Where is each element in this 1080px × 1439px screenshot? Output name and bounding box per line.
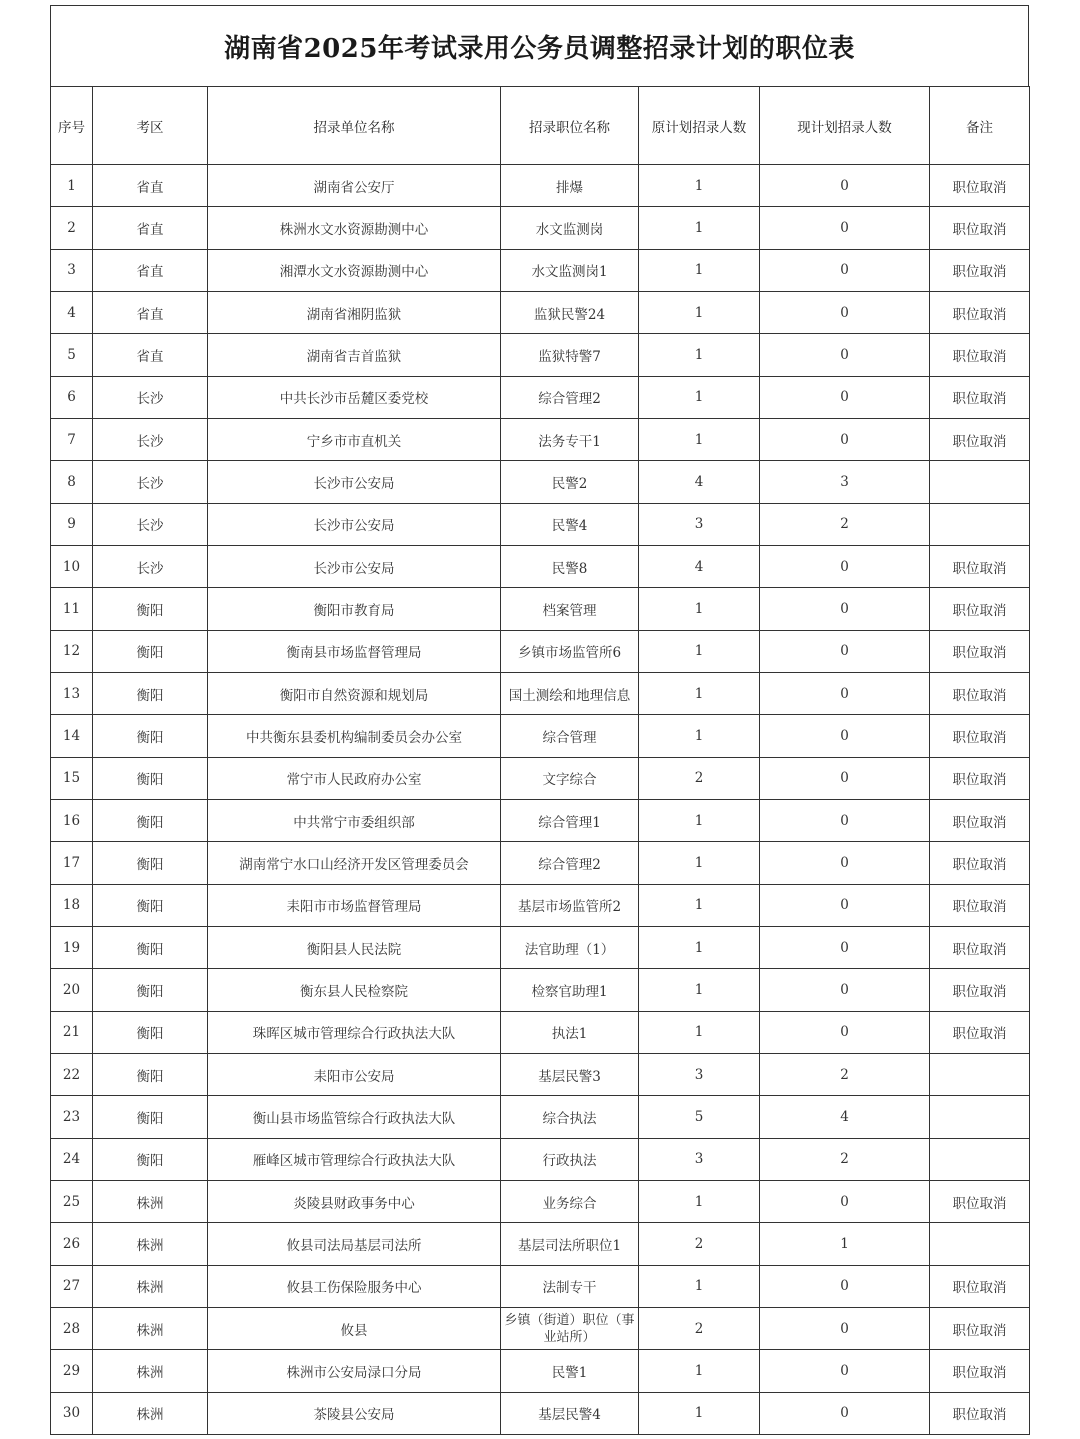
- cell-region: 长沙: [93, 376, 208, 418]
- cell-region: 衡阳: [93, 672, 208, 714]
- table-body: [51, 165, 1030, 1435]
- cell-unit: 湘潭水文水资源勘测中心: [208, 249, 501, 291]
- cell-region: 衡阳: [93, 715, 208, 757]
- cell-unit: 耒阳市公安局: [208, 1053, 501, 1095]
- cell-position: 法官助理（1）: [501, 926, 639, 968]
- cell-original-count: 1: [639, 630, 760, 672]
- cell-position: 法制专干: [501, 1265, 639, 1307]
- cell-region: 省直: [93, 249, 208, 291]
- cell-position: 行政执法: [501, 1138, 639, 1180]
- cell-remark: 职位取消: [930, 376, 1030, 418]
- cell-region: 衡阳: [93, 757, 208, 799]
- cell-remark: [930, 503, 1030, 545]
- cell-original-count: 5: [639, 1096, 760, 1138]
- cell-region: 株洲: [93, 1223, 208, 1265]
- cell-position: 民警8: [501, 545, 639, 587]
- column-header-current-count: 现计划招录人数: [760, 87, 930, 165]
- cell-position: 执法1: [501, 1011, 639, 1053]
- cell-region: 衡阳: [93, 588, 208, 630]
- cell-current-count: 0: [760, 842, 930, 884]
- cell-region: 衡阳: [93, 884, 208, 926]
- cell-index: 18: [51, 884, 93, 926]
- cell-position: 国土测绘和地理信息: [501, 672, 639, 714]
- cell-current-count: 0: [760, 799, 930, 841]
- cell-original-count: 2: [639, 757, 760, 799]
- cell-original-count: 1: [639, 588, 760, 630]
- cell-unit: 茶陵县公安局: [208, 1392, 501, 1434]
- cell-remark: 职位取消: [930, 630, 1030, 672]
- cell-index: 6: [51, 376, 93, 418]
- cell-region: 衡阳: [93, 1138, 208, 1180]
- table-row: [51, 799, 1030, 841]
- cell-index: 29: [51, 1350, 93, 1392]
- column-header-original-count: 原计划招录人数: [639, 87, 760, 165]
- table-row: [51, 1265, 1030, 1307]
- cell-region: 衡阳: [93, 842, 208, 884]
- cell-original-count: 1: [639, 418, 760, 460]
- table-row: [51, 842, 1030, 884]
- cell-remark: 职位取消: [930, 1350, 1030, 1392]
- table-row: [51, 1011, 1030, 1053]
- column-header-region: 考区: [93, 87, 208, 165]
- column-header-unit: 招录单位名称: [208, 87, 501, 165]
- cell-region: 长沙: [93, 418, 208, 460]
- cell-original-count: 3: [639, 503, 760, 545]
- cell-unit: 衡东县人民检察院: [208, 969, 501, 1011]
- cell-original-count: 1: [639, 884, 760, 926]
- cell-original-count: 3: [639, 1138, 760, 1180]
- cell-index: 22: [51, 1053, 93, 1095]
- cell-position: 综合管理1: [501, 799, 639, 841]
- cell-position: 民警2: [501, 461, 639, 503]
- cell-unit: 中共常宁市委组织部: [208, 799, 501, 841]
- cell-remark: 职位取消: [930, 926, 1030, 968]
- cell-remark: 职位取消: [930, 334, 1030, 376]
- cell-index: 28: [51, 1307, 93, 1349]
- table-row: [51, 1180, 1030, 1222]
- cell-original-count: 1: [639, 376, 760, 418]
- cell-remark: 职位取消: [930, 884, 1030, 926]
- table-row: [51, 503, 1030, 545]
- cell-remark: 职位取消: [930, 249, 1030, 291]
- cell-position: 检察官助理1: [501, 969, 639, 1011]
- cell-original-count: 4: [639, 545, 760, 587]
- cell-current-count: 0: [760, 291, 930, 333]
- cell-index: 1: [51, 165, 93, 207]
- cell-position: 乡镇市场监管所6: [501, 630, 639, 672]
- cell-original-count: 1: [639, 926, 760, 968]
- cell-unit: 衡阳市教育局: [208, 588, 501, 630]
- cell-position: 综合管理: [501, 715, 639, 757]
- cell-position: 综合管理2: [501, 376, 639, 418]
- cell-remark: 职位取消: [930, 1307, 1030, 1349]
- table-row: [51, 884, 1030, 926]
- position-table-sheet: [50, 5, 1029, 1435]
- cell-index: 2: [51, 207, 93, 249]
- cell-unit: 雁峰区城市管理综合行政执法大队: [208, 1138, 501, 1180]
- table-row: [51, 757, 1030, 799]
- cell-remark: 职位取消: [930, 1180, 1030, 1222]
- cell-region: 株洲: [93, 1180, 208, 1222]
- table-row: [51, 165, 1030, 207]
- cell-original-count: 1: [639, 1350, 760, 1392]
- cell-remark: 职位取消: [930, 1392, 1030, 1434]
- cell-current-count: 0: [760, 376, 930, 418]
- cell-current-count: 0: [760, 715, 930, 757]
- table-row: [51, 926, 1030, 968]
- cell-remark: [930, 1053, 1030, 1095]
- cell-unit: 长沙市公安局: [208, 545, 501, 587]
- cell-unit: 衡山县市场监管综合行政执法大队: [208, 1096, 501, 1138]
- cell-unit: 常宁市人民政府办公室: [208, 757, 501, 799]
- cell-region: 株洲: [93, 1307, 208, 1349]
- cell-index: 25: [51, 1180, 93, 1222]
- cell-position: 基层市场监管所2: [501, 884, 639, 926]
- cell-remark: 职位取消: [930, 672, 1030, 714]
- cell-unit: 湖南省吉首监狱: [208, 334, 501, 376]
- cell-index: 11: [51, 588, 93, 630]
- cell-index: 21: [51, 1011, 93, 1053]
- cell-current-count: 0: [760, 884, 930, 926]
- table-header-row: [51, 87, 1030, 165]
- cell-unit: 衡阳县人民法院: [208, 926, 501, 968]
- cell-remark: 职位取消: [930, 799, 1030, 841]
- cell-region: 衡阳: [93, 1096, 208, 1138]
- cell-remark: 职位取消: [930, 1011, 1030, 1053]
- cell-region: 衡阳: [93, 1011, 208, 1053]
- cell-original-count: 1: [639, 799, 760, 841]
- cell-position: 业务综合: [501, 1180, 639, 1222]
- table-row: [51, 334, 1030, 376]
- cell-remark: [930, 1223, 1030, 1265]
- cell-original-count: 2: [639, 1223, 760, 1265]
- cell-current-count: 2: [760, 503, 930, 545]
- cell-unit: 湖南常宁水口山经济开发区管理委员会: [208, 842, 501, 884]
- cell-unit: 长沙市公安局: [208, 461, 501, 503]
- cell-region: 省直: [93, 334, 208, 376]
- table-row: [51, 715, 1030, 757]
- cell-unit: 中共长沙市岳麓区委党校: [208, 376, 501, 418]
- cell-current-count: 0: [760, 926, 930, 968]
- cell-index: 27: [51, 1265, 93, 1307]
- table-row: [51, 630, 1030, 672]
- cell-index: 24: [51, 1138, 93, 1180]
- table-row: [51, 207, 1030, 249]
- cell-position: 水文监测岗1: [501, 249, 639, 291]
- cell-position: 法务专干1: [501, 418, 639, 460]
- cell-current-count: 0: [760, 630, 930, 672]
- cell-current-count: 0: [760, 1011, 930, 1053]
- cell-unit: 攸县司法局基层司法所: [208, 1223, 501, 1265]
- column-header-remark: 备注: [930, 87, 1030, 165]
- cell-unit: 株洲市公安局渌口分局: [208, 1350, 501, 1392]
- cell-original-count: 1: [639, 1265, 760, 1307]
- table-row: [51, 1096, 1030, 1138]
- cell-unit: 中共衡东县委机构编制委员会办公室: [208, 715, 501, 757]
- cell-remark: [930, 461, 1030, 503]
- cell-unit: 湖南省公安厅: [208, 165, 501, 207]
- cell-current-count: 0: [760, 969, 930, 1011]
- column-header-index: 序号: [51, 87, 93, 165]
- cell-current-count: 0: [760, 1180, 930, 1222]
- cell-region: 长沙: [93, 461, 208, 503]
- cell-region: 省直: [93, 207, 208, 249]
- cell-remark: 职位取消: [930, 291, 1030, 333]
- cell-position: 基层民警4: [501, 1392, 639, 1434]
- table-row: [51, 672, 1030, 714]
- cell-remark: 职位取消: [930, 715, 1030, 757]
- cell-index: 14: [51, 715, 93, 757]
- cell-current-count: 0: [760, 545, 930, 587]
- cell-original-count: 1: [639, 165, 760, 207]
- cell-index: 15: [51, 757, 93, 799]
- cell-position: 民警1: [501, 1350, 639, 1392]
- cell-position: 综合执法: [501, 1096, 639, 1138]
- cell-index: 20: [51, 969, 93, 1011]
- table-row: [51, 588, 1030, 630]
- cell-original-count: 1: [639, 1392, 760, 1434]
- cell-index: 19: [51, 926, 93, 968]
- cell-position: 水文监测岗: [501, 207, 639, 249]
- cell-current-count: 0: [760, 1265, 930, 1307]
- cell-current-count: 0: [760, 165, 930, 207]
- cell-remark: 职位取消: [930, 418, 1030, 460]
- cell-unit: 炎陵县财政事务中心: [208, 1180, 501, 1222]
- cell-original-count: 1: [639, 1180, 760, 1222]
- cell-current-count: 4: [760, 1096, 930, 1138]
- cell-current-count: 0: [760, 418, 930, 460]
- cell-position: 民警4: [501, 503, 639, 545]
- cell-position: 基层司法所职位1: [501, 1223, 639, 1265]
- cell-remark: 职位取消: [930, 207, 1030, 249]
- cell-index: 9: [51, 503, 93, 545]
- cell-region: 株洲: [93, 1392, 208, 1434]
- cell-current-count: 1: [760, 1223, 930, 1265]
- cell-position: 排爆: [501, 165, 639, 207]
- cell-region: 衡阳: [93, 969, 208, 1011]
- cell-remark: 职位取消: [930, 588, 1030, 630]
- cell-index: 4: [51, 291, 93, 333]
- cell-unit: 攸县工伤保险服务中心: [208, 1265, 501, 1307]
- cell-remark: 职位取消: [930, 757, 1030, 799]
- cell-index: 16: [51, 799, 93, 841]
- cell-unit: 长沙市公安局: [208, 503, 501, 545]
- cell-region: 衡阳: [93, 1053, 208, 1095]
- cell-index: 30: [51, 1392, 93, 1434]
- cell-remark: [930, 1138, 1030, 1180]
- cell-index: 5: [51, 334, 93, 376]
- table-row: [51, 1223, 1030, 1265]
- cell-unit: 攸县: [208, 1307, 501, 1349]
- cell-unit: 珠晖区城市管理综合行政执法大队: [208, 1011, 501, 1053]
- cell-region: 长沙: [93, 503, 208, 545]
- table-row: [51, 291, 1030, 333]
- cell-region: 株洲: [93, 1265, 208, 1307]
- cell-current-count: 0: [760, 588, 930, 630]
- cell-index: 26: [51, 1223, 93, 1265]
- table-row: [51, 418, 1030, 460]
- position-table: [50, 86, 1030, 1435]
- cell-position: 综合管理2: [501, 842, 639, 884]
- cell-original-count: 1: [639, 842, 760, 884]
- cell-unit: 衡阳市自然资源和规划局: [208, 672, 501, 714]
- cell-index: 13: [51, 672, 93, 714]
- table-row: [51, 969, 1030, 1011]
- table-row: [51, 1138, 1030, 1180]
- cell-original-count: 1: [639, 249, 760, 291]
- cell-region: 省直: [93, 291, 208, 333]
- cell-region: 衡阳: [93, 926, 208, 968]
- cell-current-count: 0: [760, 1307, 930, 1349]
- cell-region: 长沙: [93, 545, 208, 587]
- cell-region: 衡阳: [93, 630, 208, 672]
- cell-position: 基层民警3: [501, 1053, 639, 1095]
- cell-remark: [930, 1096, 1030, 1138]
- table-row: [51, 1053, 1030, 1095]
- cell-original-count: 1: [639, 672, 760, 714]
- cell-current-count: 0: [760, 249, 930, 291]
- cell-position: 档案管理: [501, 588, 639, 630]
- cell-current-count: 0: [760, 1392, 930, 1434]
- cell-index: 7: [51, 418, 93, 460]
- cell-current-count: 0: [760, 757, 930, 799]
- cell-position: 文字综合: [501, 757, 639, 799]
- table-row: [51, 461, 1030, 503]
- cell-current-count: 2: [760, 1138, 930, 1180]
- cell-original-count: 4: [639, 461, 760, 503]
- cell-remark: 职位取消: [930, 165, 1030, 207]
- cell-remark: 职位取消: [930, 969, 1030, 1011]
- cell-unit: 株洲水文水资源勘测中心: [208, 207, 501, 249]
- cell-remark: 职位取消: [930, 1265, 1030, 1307]
- cell-index: 12: [51, 630, 93, 672]
- cell-unit: 宁乡市市直机关: [208, 418, 501, 460]
- cell-index: 8: [51, 461, 93, 503]
- cell-region: 省直: [93, 165, 208, 207]
- cell-original-count: 1: [639, 291, 760, 333]
- table-row: [51, 545, 1030, 587]
- cell-unit: 衡南县市场监督管理局: [208, 630, 501, 672]
- cell-original-count: 1: [639, 969, 760, 1011]
- table-row: [51, 376, 1030, 418]
- cell-original-count: 1: [639, 715, 760, 757]
- cell-original-count: 1: [639, 334, 760, 376]
- cell-region: 衡阳: [93, 799, 208, 841]
- table-row: [51, 1392, 1030, 1434]
- cell-position: 监狱特警7: [501, 334, 639, 376]
- cell-current-count: 0: [760, 672, 930, 714]
- cell-remark: 职位取消: [930, 545, 1030, 587]
- cell-current-count: 2: [760, 1053, 930, 1095]
- cell-original-count: 2: [639, 1307, 760, 1349]
- column-header-position: 招录职位名称: [501, 87, 639, 165]
- page-title: 湖南省2025年考试录用公务员调整招录计划的职位表: [50, 5, 1029, 86]
- cell-index: 17: [51, 842, 93, 884]
- cell-original-count: 3: [639, 1053, 760, 1095]
- cell-index: 3: [51, 249, 93, 291]
- cell-current-count: 0: [760, 1350, 930, 1392]
- table-row: [51, 249, 1030, 291]
- cell-remark: 职位取消: [930, 842, 1030, 884]
- cell-position: 乡镇（街道）职位（事业站所）: [501, 1307, 639, 1349]
- cell-original-count: 1: [639, 207, 760, 249]
- cell-original-count: 1: [639, 1011, 760, 1053]
- table-row: [51, 1350, 1030, 1392]
- cell-index: 23: [51, 1096, 93, 1138]
- cell-unit: 耒阳市市场监督管理局: [208, 884, 501, 926]
- cell-current-count: 0: [760, 207, 930, 249]
- cell-position: 监狱民警24: [501, 291, 639, 333]
- cell-index: 10: [51, 545, 93, 587]
- cell-current-count: 3: [760, 461, 930, 503]
- cell-region: 株洲: [93, 1350, 208, 1392]
- cell-unit: 湖南省湘阴监狱: [208, 291, 501, 333]
- table-row: [51, 1307, 1030, 1349]
- cell-current-count: 0: [760, 334, 930, 376]
